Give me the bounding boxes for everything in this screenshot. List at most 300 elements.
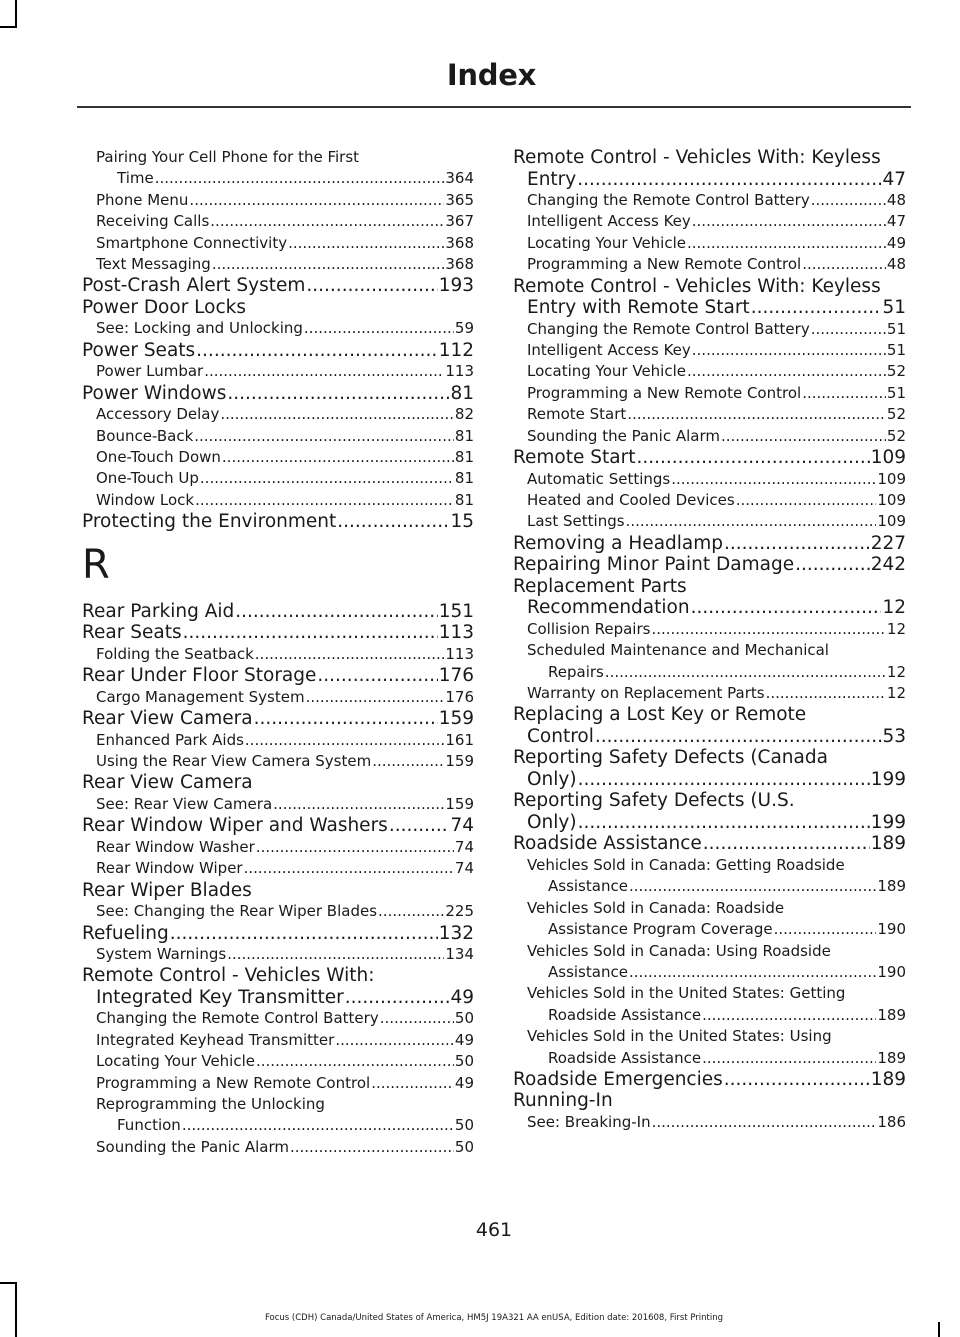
entry-title: Rear Wiper Blades — [82, 879, 252, 901]
dot-leader — [578, 769, 870, 791]
entry-title: Intelligent Access Key — [527, 212, 691, 231]
index-entry[interactable] — [513, 662, 906, 683]
page-reference: 225 — [445, 902, 474, 921]
entry-title: Roadside Emergencies — [513, 1068, 723, 1090]
dot-leader — [204, 361, 444, 382]
index-entry[interactable] — [513, 597, 906, 619]
index-entry[interactable] — [513, 490, 906, 511]
page-reference: 51 — [886, 341, 906, 360]
dot-leader — [335, 1030, 454, 1051]
page-reference: 52 — [886, 405, 906, 424]
entry-title: See: Locking and Unlocking — [96, 319, 303, 338]
entry-title: See: Changing the Rear Wiper Blades — [96, 902, 378, 921]
index-entry[interactable] — [82, 168, 474, 189]
index-entry[interactable] — [82, 275, 474, 297]
entry-title: See: Breaking-In — [527, 1112, 651, 1131]
page-reference: 50 — [454, 1009, 474, 1028]
index-entry[interactable] — [82, 1115, 474, 1136]
entry-title: Replacement Parts — [513, 575, 687, 597]
dot-leader — [605, 662, 886, 683]
entry-title: Rear Parking Aid — [82, 600, 235, 622]
entry-title: Refueling — [82, 922, 169, 944]
entry-title: Folding the Seatback — [96, 644, 254, 663]
dot-leader — [811, 319, 886, 340]
dot-leader — [380, 1008, 454, 1029]
entry-title: Rear Under Floor Storage — [82, 665, 317, 687]
dot-leader — [235, 601, 437, 623]
dot-leader — [306, 687, 445, 708]
entry-title: One-Touch Up — [96, 469, 199, 488]
entry-title: Assistance Program Coverage — [548, 920, 773, 939]
entry-title: Running-In — [513, 1090, 613, 1112]
index-entry[interactable] — [82, 644, 474, 665]
crop-mark-bottom-left — [15, 1282, 17, 1337]
index-entry[interactable] — [82, 730, 474, 751]
entry-title: Control — [527, 725, 594, 747]
page-reference: 368 — [445, 233, 474, 252]
index-entry[interactable] — [82, 447, 474, 468]
index-entry[interactable] — [513, 769, 906, 791]
dot-leader — [651, 619, 885, 640]
page-reference: 51 — [886, 383, 906, 402]
dot-leader — [766, 683, 886, 704]
index-entry[interactable] — [513, 554, 906, 576]
index-entry[interactable] — [513, 211, 906, 232]
dot-leader — [702, 1048, 876, 1069]
page-reference: 112 — [438, 339, 474, 361]
index-entry[interactable] — [513, 233, 906, 254]
page-reference: 113 — [445, 362, 474, 381]
index-entry[interactable] — [82, 190, 474, 211]
index-entry[interactable] — [513, 190, 906, 211]
index-entry[interactable] — [513, 447, 906, 469]
entry-title: Rear View Camera — [82, 708, 253, 730]
entry-title: Vehicles Sold in Canada: Getting Roadside — [527, 855, 845, 874]
index-entry[interactable] — [82, 511, 474, 533]
index-entry[interactable] — [513, 576, 906, 598]
dot-leader — [255, 644, 445, 665]
index-entry[interactable] — [82, 901, 474, 922]
dot-leader — [378, 901, 444, 922]
dot-leader — [687, 361, 886, 382]
index-entry[interactable] — [513, 1026, 906, 1047]
page-reference: 51 — [882, 297, 906, 319]
entry-title: Rear Window Wiper and Washers — [82, 815, 388, 837]
index-entry[interactable] — [82, 340, 474, 362]
page-reference: 81 — [450, 382, 474, 404]
page-reference: 49 — [450, 986, 474, 1008]
page-reference: 109 — [877, 469, 906, 488]
index-entry[interactable] — [82, 468, 474, 489]
entry-title: Vehicles Sold in the United States: Using — [527, 1027, 832, 1046]
index-entry[interactable] — [513, 747, 906, 769]
page-reference: 49 — [454, 1073, 474, 1092]
dot-leader — [227, 383, 449, 405]
index-entry[interactable] — [513, 640, 906, 661]
entry-title: Removing a Headlamp — [513, 532, 724, 554]
dot-leader — [306, 275, 437, 297]
entry-title: Remote Start — [527, 405, 627, 424]
index-column-left — [82, 147, 474, 1158]
dot-leader — [304, 318, 454, 339]
entry-title: Post-Crash Alert System — [82, 275, 306, 297]
index-entry[interactable] — [82, 687, 474, 708]
page-reference: 52 — [886, 426, 906, 445]
entry-title: Time — [117, 169, 154, 188]
entry-title: Integrated Key Transmitter — [96, 986, 344, 1008]
entry-title: Using the Rear View Camera System — [96, 752, 372, 770]
entry-title: Rear Window Washer — [96, 837, 255, 856]
index-entry[interactable] — [513, 147, 906, 169]
index-entry[interactable] — [513, 1090, 906, 1112]
index-entry[interactable] — [82, 880, 474, 902]
page-reference: 189 — [877, 1048, 906, 1067]
entry-title: Remote Control - Vehicles With: Keyless — [513, 275, 881, 297]
index-entry[interactable] — [82, 1051, 474, 1072]
dot-leader — [721, 426, 886, 447]
dot-leader — [627, 404, 886, 425]
index-entry[interactable] — [513, 1048, 906, 1069]
dot-leader — [736, 490, 877, 511]
page-reference: 49 — [454, 1030, 474, 1049]
index-entry[interactable] — [513, 511, 906, 532]
page-reference: 81 — [454, 426, 474, 445]
entry-title: Collision Repairs — [527, 619, 651, 638]
page-reference: 53 — [882, 725, 906, 747]
entry-title: One-Touch Down — [96, 448, 221, 467]
dot-leader — [254, 708, 438, 730]
entry-title: Bounce-Back — [96, 426, 194, 445]
dot-leader — [692, 340, 886, 361]
dot-leader — [724, 1069, 870, 1091]
page-reference: 368 — [445, 255, 474, 274]
dot-leader — [671, 469, 876, 490]
dot-leader — [629, 962, 876, 983]
index-entry[interactable] — [513, 169, 906, 191]
index-entry[interactable] — [513, 833, 906, 855]
entry-title: Changing the Remote Control Battery — [96, 1009, 379, 1028]
dot-leader — [196, 340, 438, 362]
index-entry[interactable] — [82, 254, 474, 275]
dot-leader — [703, 833, 870, 855]
index-entry[interactable] — [82, 987, 474, 1009]
entry-title: Reprogramming the Unlocking — [96, 1095, 325, 1114]
entry-title: Recommendation — [527, 597, 690, 619]
index-entry[interactable] — [82, 211, 474, 232]
index-entry[interactable] — [513, 941, 906, 962]
page-reference: 12 — [886, 684, 906, 702]
entry-title: Programming a New Remote Control — [527, 383, 802, 402]
dot-leader — [220, 404, 454, 425]
dot-leader — [626, 511, 877, 532]
dot-leader — [189, 190, 444, 211]
entry-title: Entry — [527, 168, 577, 190]
entry-title: Cargo Management System — [96, 687, 305, 706]
entry-title: Changing the Remote Control Battery — [527, 191, 810, 209]
index-entry[interactable] — [82, 1137, 474, 1158]
page-reference: 134 — [445, 945, 474, 964]
index-entry[interactable] — [513, 704, 906, 726]
page-reference: 50 — [454, 1137, 474, 1156]
entry-title: Repairs — [548, 662, 604, 681]
dot-leader — [691, 597, 882, 619]
dot-leader — [244, 858, 454, 879]
dot-leader — [290, 1137, 454, 1158]
entry-title: Smartphone Connectivity — [96, 233, 288, 252]
index-entry[interactable] — [513, 340, 906, 361]
index-entry[interactable] — [82, 751, 474, 772]
index-entry[interactable] — [513, 919, 906, 940]
entry-title: Rear Seats — [82, 622, 182, 644]
index-entry[interactable] — [82, 815, 474, 837]
dot-leader — [371, 1073, 454, 1094]
index-entry[interactable] — [82, 1030, 474, 1051]
page-reference: 364 — [445, 169, 474, 188]
dot-leader — [578, 812, 870, 834]
entry-title: Pairing Your Cell Phone for the First — [96, 148, 360, 166]
dot-leader — [256, 837, 454, 858]
page-number: 461 — [475, 1219, 513, 1241]
header-divider — [77, 106, 911, 108]
index-entry[interactable] — [82, 383, 474, 405]
dot-leader — [372, 751, 444, 772]
page-reference: 151 — [438, 600, 474, 622]
page-reference: 186 — [877, 1112, 906, 1131]
index-entry[interactable] — [513, 876, 906, 897]
entry-title: Locating Your Vehicle — [527, 362, 686, 381]
entry-title: Warranty on Replacement Parts — [527, 684, 765, 702]
page-reference: 74 — [454, 859, 474, 878]
entry-title: Power Seats — [82, 339, 196, 361]
index-entry[interactable] — [82, 147, 474, 168]
entry-title: Sounding the Panic Alarm — [527, 426, 720, 445]
page-reference: 47 — [882, 168, 906, 190]
dot-leader — [288, 233, 444, 254]
index-entry[interactable] — [513, 1005, 906, 1026]
dot-leader — [317, 665, 437, 687]
crop-mark-top-left-h — [0, 26, 17, 28]
entry-title: Function — [117, 1116, 181, 1135]
dot-leader — [245, 730, 444, 751]
dot-leader — [256, 1051, 454, 1072]
index-entry[interactable] — [82, 1073, 474, 1094]
page-reference: 48 — [886, 255, 906, 274]
dot-leader — [652, 1112, 877, 1133]
dot-leader — [629, 876, 876, 897]
entry-title: Replacing a Lost Key or Remote — [513, 704, 807, 726]
entry-title: R — [82, 541, 110, 588]
index-entry[interactable] — [82, 858, 474, 879]
page-reference: 49 — [886, 233, 906, 252]
dot-leader — [222, 447, 454, 468]
dot-leader — [273, 794, 444, 815]
entry-title: Sounding the Panic Alarm — [96, 1137, 289, 1156]
index-entry[interactable] — [82, 1094, 474, 1115]
index-entry[interactable] — [513, 319, 906, 340]
dot-leader — [155, 168, 445, 189]
entry-title: Roadside Assistance — [513, 833, 702, 855]
entry-title: Scheduled Maintenance and Mechanical — [527, 641, 829, 660]
entry-title: Receiving Calls — [96, 212, 210, 231]
index-entry[interactable] — [82, 708, 474, 730]
index-entry[interactable] — [82, 794, 474, 815]
page-reference: 52 — [886, 362, 906, 381]
entry-title: Text Messaging — [96, 255, 211, 274]
entry-title: Roadside Assistance — [548, 1005, 702, 1024]
page-reference: 50 — [454, 1116, 474, 1135]
entry-title: See: Rear View Camera — [96, 794, 273, 813]
page-reference: 189 — [877, 1005, 906, 1024]
entry-title: Power Door Locks — [82, 296, 247, 318]
page-reference: 109 — [877, 512, 906, 531]
index-entry[interactable] — [513, 619, 906, 640]
entry-title: Remote Start — [513, 447, 636, 469]
page-reference: 82 — [454, 405, 474, 424]
index-entry[interactable] — [513, 404, 906, 425]
index-entry[interactable] — [82, 297, 474, 319]
entry-title: Power Lumbar — [96, 362, 204, 381]
index-entry[interactable] — [82, 361, 474, 382]
index-entry[interactable] — [82, 490, 474, 511]
entry-title: Vehicles Sold in the United States: Getting — [527, 984, 846, 1003]
page-reference: 365 — [445, 190, 474, 209]
entry-title: Assistance — [548, 962, 628, 981]
index-entry[interactable] — [513, 361, 906, 382]
index-entry[interactable] — [513, 1112, 906, 1133]
index-entry[interactable] — [513, 855, 906, 876]
crop-mark-bottom-right — [938, 1322, 940, 1337]
page-reference: 161 — [445, 730, 474, 749]
dot-leader — [170, 923, 438, 945]
dot-leader — [811, 190, 886, 211]
index-entry[interactable] — [513, 276, 906, 298]
page-reference: 199 — [870, 768, 906, 790]
dot-leader — [795, 554, 870, 576]
index-entry[interactable] — [82, 622, 474, 644]
index-entry[interactable] — [82, 665, 474, 687]
entry-title: Changing the Remote Control Battery — [527, 319, 810, 338]
page-reference: 50 — [454, 1052, 474, 1071]
page-reference: 227 — [870, 532, 906, 554]
dot-leader — [774, 919, 877, 940]
page-reference: 190 — [877, 962, 906, 981]
index-entry[interactable] — [513, 383, 906, 404]
page-reference: 47 — [886, 212, 906, 231]
index-entry[interactable] — [513, 426, 906, 447]
dot-leader — [577, 169, 881, 191]
dot-leader — [195, 490, 454, 511]
dot-leader — [702, 1005, 876, 1026]
entry-title: Only) — [527, 811, 577, 833]
entry-title: System Warnings — [96, 945, 227, 964]
index-entry[interactable] — [513, 254, 906, 275]
dot-leader — [227, 944, 444, 965]
page-reference: 15 — [450, 511, 474, 533]
entry-title: Remote Control - Vehicles With: Keyless — [513, 147, 881, 168]
page-reference: 51 — [886, 319, 906, 338]
index-entry[interactable] — [82, 772, 474, 794]
index-entry[interactable] — [82, 944, 474, 965]
index-entry[interactable] — [82, 837, 474, 858]
index-entry[interactable] — [82, 426, 474, 447]
dot-leader — [692, 211, 886, 232]
footer-text: Focus (CDH) Canada/United States of America, HM5J 19A321 AA enUSA, Edition date: 201608, First Printing — [264, 1313, 724, 1323]
page-reference: 193 — [438, 275, 474, 297]
dot-leader — [194, 426, 454, 447]
page-reference: 176 — [438, 665, 474, 687]
dot-leader — [802, 383, 886, 404]
dot-leader — [802, 254, 886, 275]
index-entry[interactable] — [513, 898, 906, 919]
dot-leader — [595, 726, 882, 748]
entry-title: Assistance — [548, 877, 628, 896]
index-entry[interactable] — [82, 923, 474, 945]
index-entry[interactable] — [513, 962, 906, 983]
entry-title: Reporting Safety Defects (Canada — [513, 747, 828, 769]
index-entry[interactable] — [513, 683, 906, 704]
index-entry[interactable] — [513, 469, 906, 490]
entry-title: Heated and Cooled Devices — [527, 490, 735, 509]
page-reference: 81 — [454, 490, 474, 509]
index-entry[interactable] — [513, 1069, 906, 1091]
page-reference: 81 — [454, 469, 474, 488]
entry-title: Accessory Delay — [96, 405, 220, 424]
entry-title: Window Lock — [96, 490, 195, 509]
index-entry[interactable] — [513, 726, 906, 748]
dot-leader — [389, 815, 450, 837]
index-entry[interactable] — [82, 233, 474, 254]
entry-title: Reporting Safety Defects (U.S. — [513, 790, 795, 812]
dot-leader — [337, 511, 449, 533]
index-entry[interactable] — [513, 812, 906, 834]
entry-title: Vehicles Sold in Canada: Using Roadside — [527, 941, 831, 960]
page-reference: 242 — [870, 554, 906, 576]
entry-title: Integrated Keyhead Transmitter — [96, 1030, 335, 1049]
index-entry[interactable] — [82, 318, 474, 339]
index-entry[interactable] — [513, 533, 906, 555]
dot-leader — [345, 987, 450, 1009]
page-title: Index — [446, 58, 536, 92]
index-entry[interactable] — [82, 1008, 474, 1029]
page-reference: 159 — [445, 752, 474, 770]
index-entry[interactable] — [82, 965, 474, 987]
dot-leader — [200, 468, 454, 489]
entry-title: Rear View Camera — [82, 772, 253, 794]
dot-leader — [724, 533, 870, 555]
dot-leader — [212, 254, 445, 275]
page-reference: 113 — [438, 622, 474, 644]
entry-title: Intelligent Access Key — [527, 341, 691, 360]
dot-leader — [183, 622, 438, 644]
page-reference: 190 — [877, 920, 906, 939]
entry-title: Enhanced Park Aids — [96, 730, 244, 749]
page-reference: 59 — [454, 319, 474, 338]
page-reference: 159 — [445, 794, 474, 813]
entry-title: Power Windows — [82, 382, 227, 404]
index-entry[interactable] — [513, 297, 906, 319]
entry-title: Programming a New Remote Control — [527, 255, 802, 274]
entry-title: Remote Control - Vehicles With: — [82, 965, 375, 987]
entry-title: Rear Window Wiper — [96, 859, 243, 878]
entry-title: Automatic Settings — [527, 469, 671, 488]
page-reference: 74 — [450, 815, 474, 837]
index-entry[interactable] — [513, 983, 906, 1004]
index-entry[interactable] — [82, 601, 474, 623]
entry-title: Vehicles Sold in Canada: Roadside — [527, 898, 785, 917]
index-entry[interactable] — [513, 790, 906, 812]
index-entry[interactable] — [82, 404, 474, 425]
dot-leader — [687, 233, 886, 254]
